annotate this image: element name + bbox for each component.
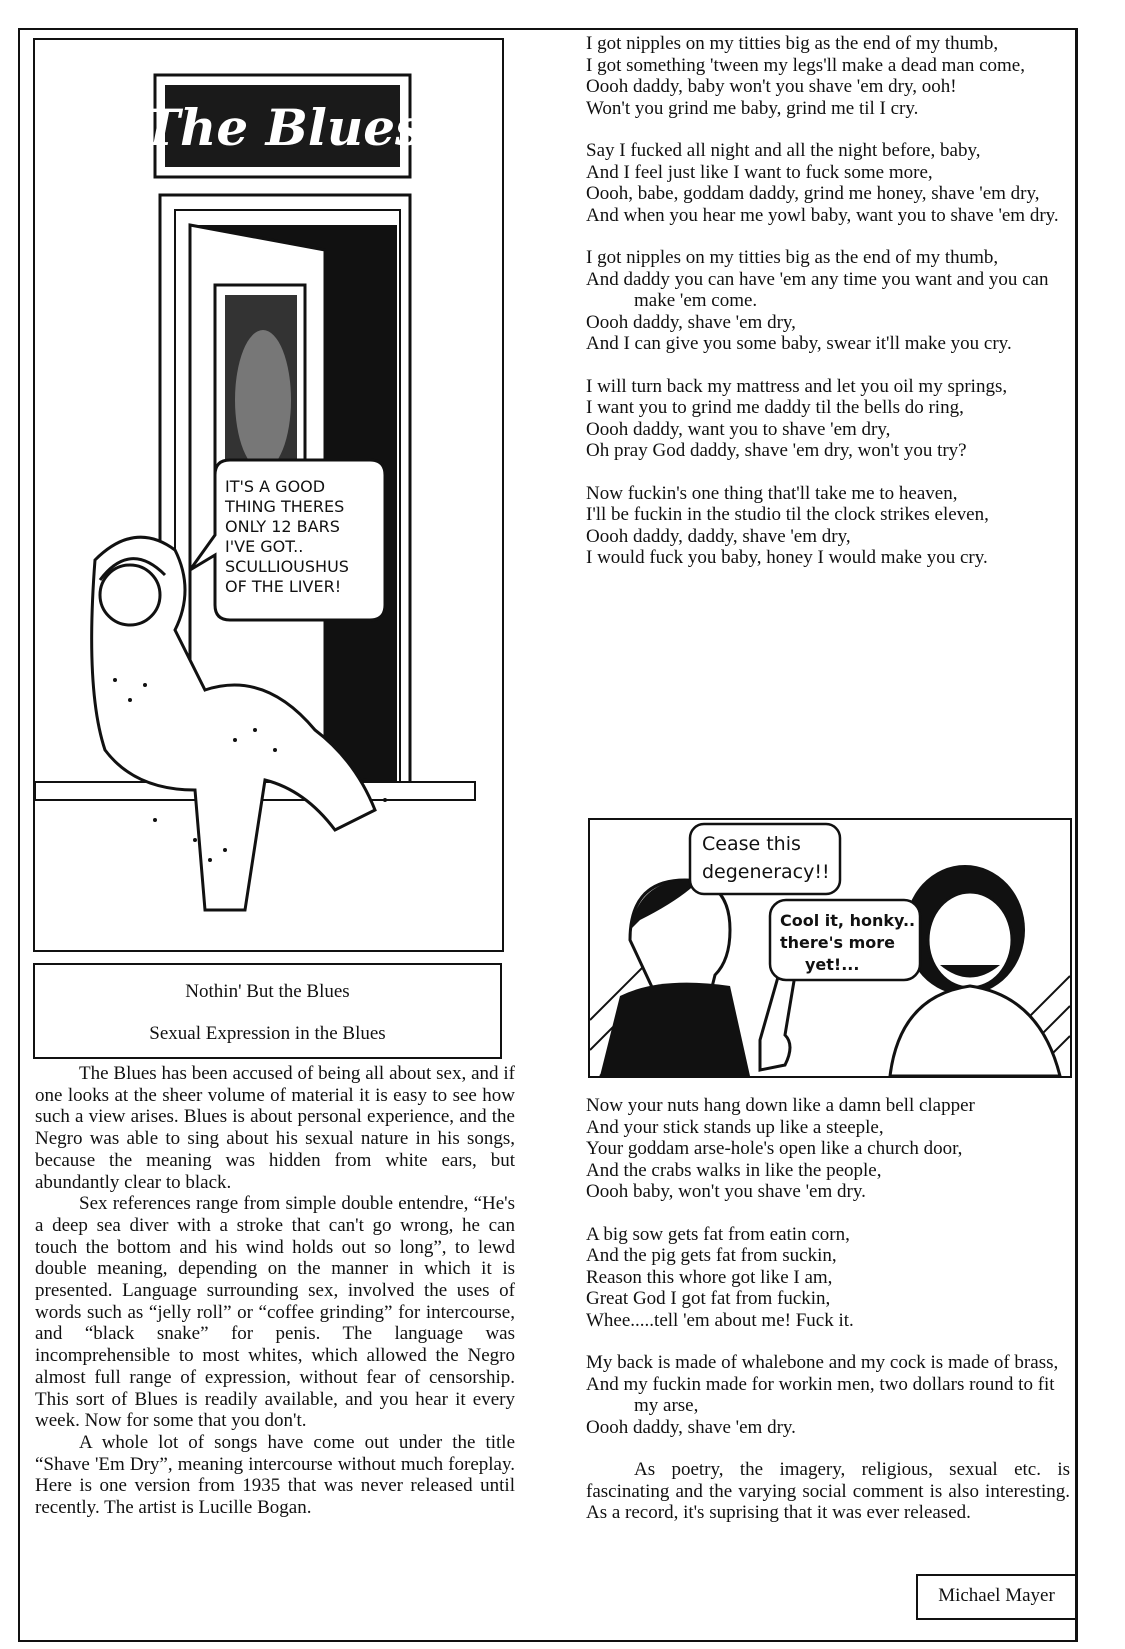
lyric-line: And my fuckin made for workin men, two dollars round to fit my arse, (586, 1373, 1055, 1416)
closing-paragraph: As poetry, the imagery, religious, sexual etc. is fascinating and the varying social comment is also interesting. As a record, it's suprising that it was ever released. (586, 1459, 1070, 1523)
lyric-line: Now your nuts hang down like a damn bell clapper (586, 1095, 975, 1116)
article-title: Nothin' But the Blues (185, 981, 350, 1002)
bubble-line-6: OF THE LIVER! (225, 577, 342, 596)
lyric-line: My back is made of whalebone and my cock is made of brass, (586, 1352, 1059, 1373)
cartoon-illustration (588, 818, 1072, 1078)
article-paragraph: The Blues has been accused of being all about sex, and if one looks at the sheer volume of material it is easy to see how such a view arises. Blues is about personal experience, and the Negro was able to sing about his sexual nature in his songs, because the meaning was hidden from white ears, but abundantly clear to black. (35, 1063, 515, 1193)
lyric-line: Oooh daddy, daddy, shave 'em dry, (586, 525, 851, 547)
lyric-line: Whee.....tell 'em about me! Fuck it. (586, 1309, 854, 1331)
blues-sign-text: The Blues (142, 98, 424, 157)
lyric-line: Great God I got fat from fuckin, (586, 1288, 831, 1309)
lyric-line: I got nipples on my titties big as the end of my thumb, (586, 247, 999, 268)
lyric-line: And I feel just like I want to fuck some more, (586, 161, 933, 183)
blues-doorway-illustration (33, 38, 504, 952)
lyric-line: And I can give you some baby, swear it'll make you cry. (586, 333, 1012, 354)
article-body (35, 1063, 515, 1519)
lyric-line: Reason this whore got like I am, (586, 1266, 833, 1288)
lyric-line: Oooh daddy, shave 'em dry. (586, 1416, 796, 1438)
lyric-stanza (586, 483, 1070, 569)
article-paragraph: A whole lot of songs have come out under the title “Shave 'Em Dry”, meaning intercourse without much foreplay. Here is one version from 1935 that was never released until recently. The artist is Lucille Bogan. (35, 1431, 515, 1519)
lyric-line: Your goddam arse-hole's open like a church door, (586, 1138, 963, 1159)
lyric-line: Oooh daddy, shave 'em dry, (586, 311, 796, 333)
lyric-line: And your stick stands up like a steeple, (586, 1116, 884, 1138)
bubble-left-line-1: Cease this (702, 833, 801, 855)
lyric-line: I want you to grind me daddy til the bells do ring, (586, 397, 964, 418)
lyric-line: Oooh baby, won't you shave 'em dry. (586, 1181, 866, 1202)
lyric-line: Oooh, babe, goddam daddy, grind me honey, shave 'em dry, (586, 183, 1040, 204)
lyric-stanza (586, 140, 1070, 226)
bubble-line-1: IT'S A GOOD (225, 477, 326, 496)
lyrics-bottom (586, 1095, 1070, 1524)
bubble-left-line-2: degeneracy!! (702, 861, 830, 883)
article-paragraph: Sex references range from simple double entendre, “He's a deep sea diver with a stroke that can't go wrong, he can touch the bottom and his wind holds out so long”, to lewd double meaning, depending on the manner in which it is presented. Language surrounding sex, involved the uses of words such as “jelly roll” or “coffee grinding” for intercourse, and “black snake” for penis. The language was incomprehensible to most whites, which allowed the Negro almost full range of expression, without fear of censorship. This sort of Blues is readily available, and you hear it every week. Now for some that you don't. (35, 1193, 515, 1432)
lyric-stanza (586, 1095, 1070, 1203)
lyric-line: And when you hear me yowl baby, want you to shave 'em dry. (586, 204, 1059, 226)
lyric-stanza (586, 247, 1070, 355)
bubble-right-line-2: there's more (780, 933, 896, 952)
lyric-line: Oooh daddy, want you to shave 'em dry, (586, 418, 891, 440)
bubble-line-5: SCULLIOUSHUS (225, 557, 349, 576)
lyric-line: I'll be fuckin in the studio til the clock strikes eleven, (586, 504, 989, 525)
lyric-line: Oooh daddy, baby won't you shave 'em dry, ooh! (586, 76, 957, 97)
bubble-right-line-1: Cool it, honky.. (780, 911, 916, 930)
lyric-line: Say I fucked all night and all the night before, baby, (586, 140, 981, 161)
lyric-stanza (586, 1224, 1070, 1332)
article-title-box (33, 963, 502, 1059)
lyric-stanza (586, 1352, 1070, 1438)
author-signature: Michael Mayer (916, 1574, 1077, 1620)
bubble-line-3: ONLY 12 BARS (225, 517, 340, 536)
doorway-drawing (35, 40, 502, 950)
bubble-line-2: THING THERES (225, 497, 345, 516)
lyric-line: I will turn back my mattress and let you oil my springs, (586, 375, 1008, 397)
lyric-stanza (586, 33, 1070, 119)
bubble-line-4: I'VE GOT.. (225, 537, 304, 556)
cartoon-drawing (590, 820, 1070, 1076)
lyric-line: Won't you grind me baby, grind me til I cry. (586, 97, 919, 119)
lyric-line: And the crabs walks in like the people, (586, 1159, 882, 1181)
lyric-line: Oh pray God daddy, shave 'em dry, won't you try? (586, 440, 967, 461)
lyric-line: And the pig gets fat from suckin, (586, 1245, 837, 1266)
lyric-line: A big sow gets fat from eatin corn, (586, 1223, 850, 1245)
lyric-line: I got something 'tween my legs'll make a dead man come, (586, 54, 1025, 76)
lyric-line: Now fuckin's one thing that'll take me to heaven, (586, 482, 958, 504)
lyrics-top (586, 33, 1070, 590)
lyric-line: I got nipples on my titties big as the end of my thumb, (586, 33, 999, 54)
article-subtitle: Sexual Expression in the Blues (149, 1023, 386, 1044)
lyric-line: I would fuck you baby, honey I would make you cry. (586, 547, 988, 568)
bubble-right-line-3: yet!... (805, 955, 860, 974)
lyric-stanza (586, 376, 1070, 462)
lyric-line: And daddy you can have 'em any time you want and you can make 'em come. (586, 268, 1049, 311)
